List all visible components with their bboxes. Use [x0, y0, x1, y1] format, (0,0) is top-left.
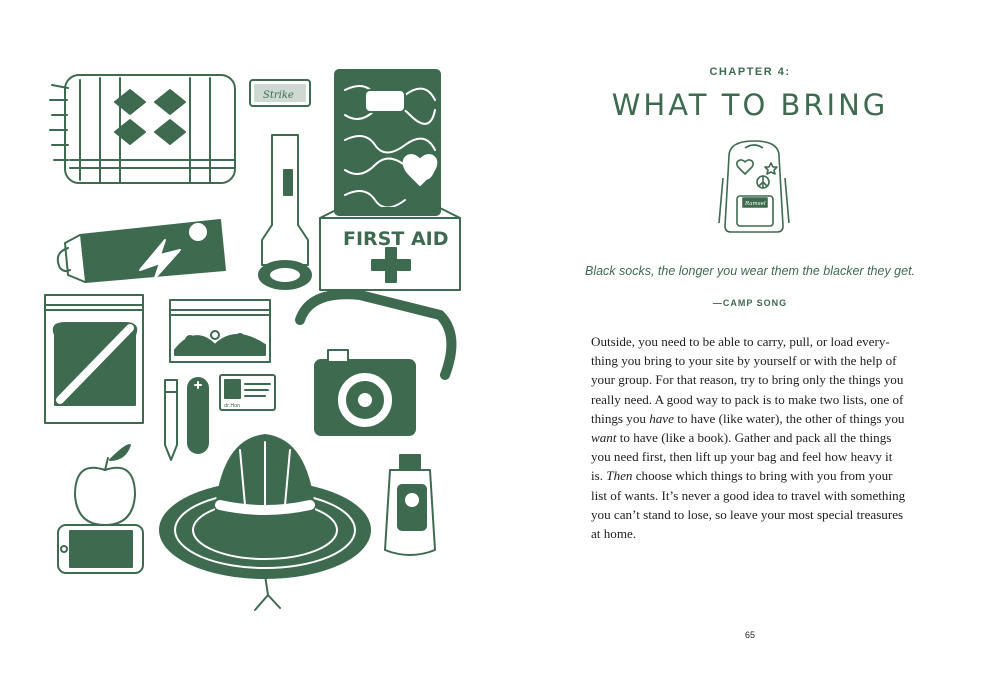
body-line: is. Then choose which things to bring with you from your [591, 468, 893, 484]
backpack-icon [715, 138, 793, 236]
pencil-icon [165, 380, 177, 460]
body-line: you need first, then lift up your bag and feel how heavy it [591, 449, 893, 465]
body-line: want to have (like a book). Gather and pack all the things [591, 430, 892, 446]
body-line: really need. A good way to pack is to make two lists, one of [591, 391, 904, 407]
sandwich-bag-icon [45, 295, 143, 423]
page-number: 65 [744, 630, 755, 640]
pocket-knife-icon [188, 378, 208, 453]
trail-mix-bag-icon [170, 300, 270, 362]
body-line: you can’t stand to lose, so leave your most special treasures [591, 506, 904, 522]
sunscreen-icon [385, 455, 435, 555]
apple-icon [75, 445, 135, 525]
water-bottle-icon [58, 220, 225, 282]
camping-items-illustration [40, 60, 470, 630]
phone-icon [58, 525, 143, 573]
body-line: at home. [591, 526, 637, 542]
notebook-icon [335, 70, 440, 215]
body-line: Outside, you need to be able to carry, pull, or load every- [591, 334, 890, 349]
body-paragraph [591, 332, 937, 543]
flashlight-icon [259, 135, 311, 289]
chapter-title: WHAT TO BRING [611, 88, 889, 122]
matchbox-label: Strike [263, 90, 294, 101]
body-line: thing you bring to your site by yourself or with the help of [591, 353, 897, 369]
body-line: list of wants. It’s never a good idea to travel with something [591, 487, 906, 503]
first-aid-label: FIRST AID [343, 228, 449, 250]
backpack-patch-label: Ramsel [745, 201, 766, 207]
body-line: your group. For that reason, try to bring only the things you [591, 372, 904, 388]
epigraph-attribution: —CAMP SONG [712, 298, 788, 308]
epigraph-quote: Black socks, the longer you wear them the blacker they get. [584, 264, 916, 278]
camera-icon [300, 294, 451, 435]
id-card-label: dr.Hon [224, 403, 241, 409]
blanket-icon [50, 75, 235, 183]
body-line: things you have to have (like water), the other of things you [591, 410, 905, 426]
chapter-label: CHAPTER 4: [709, 66, 791, 78]
sun-hat-icon [160, 435, 370, 610]
